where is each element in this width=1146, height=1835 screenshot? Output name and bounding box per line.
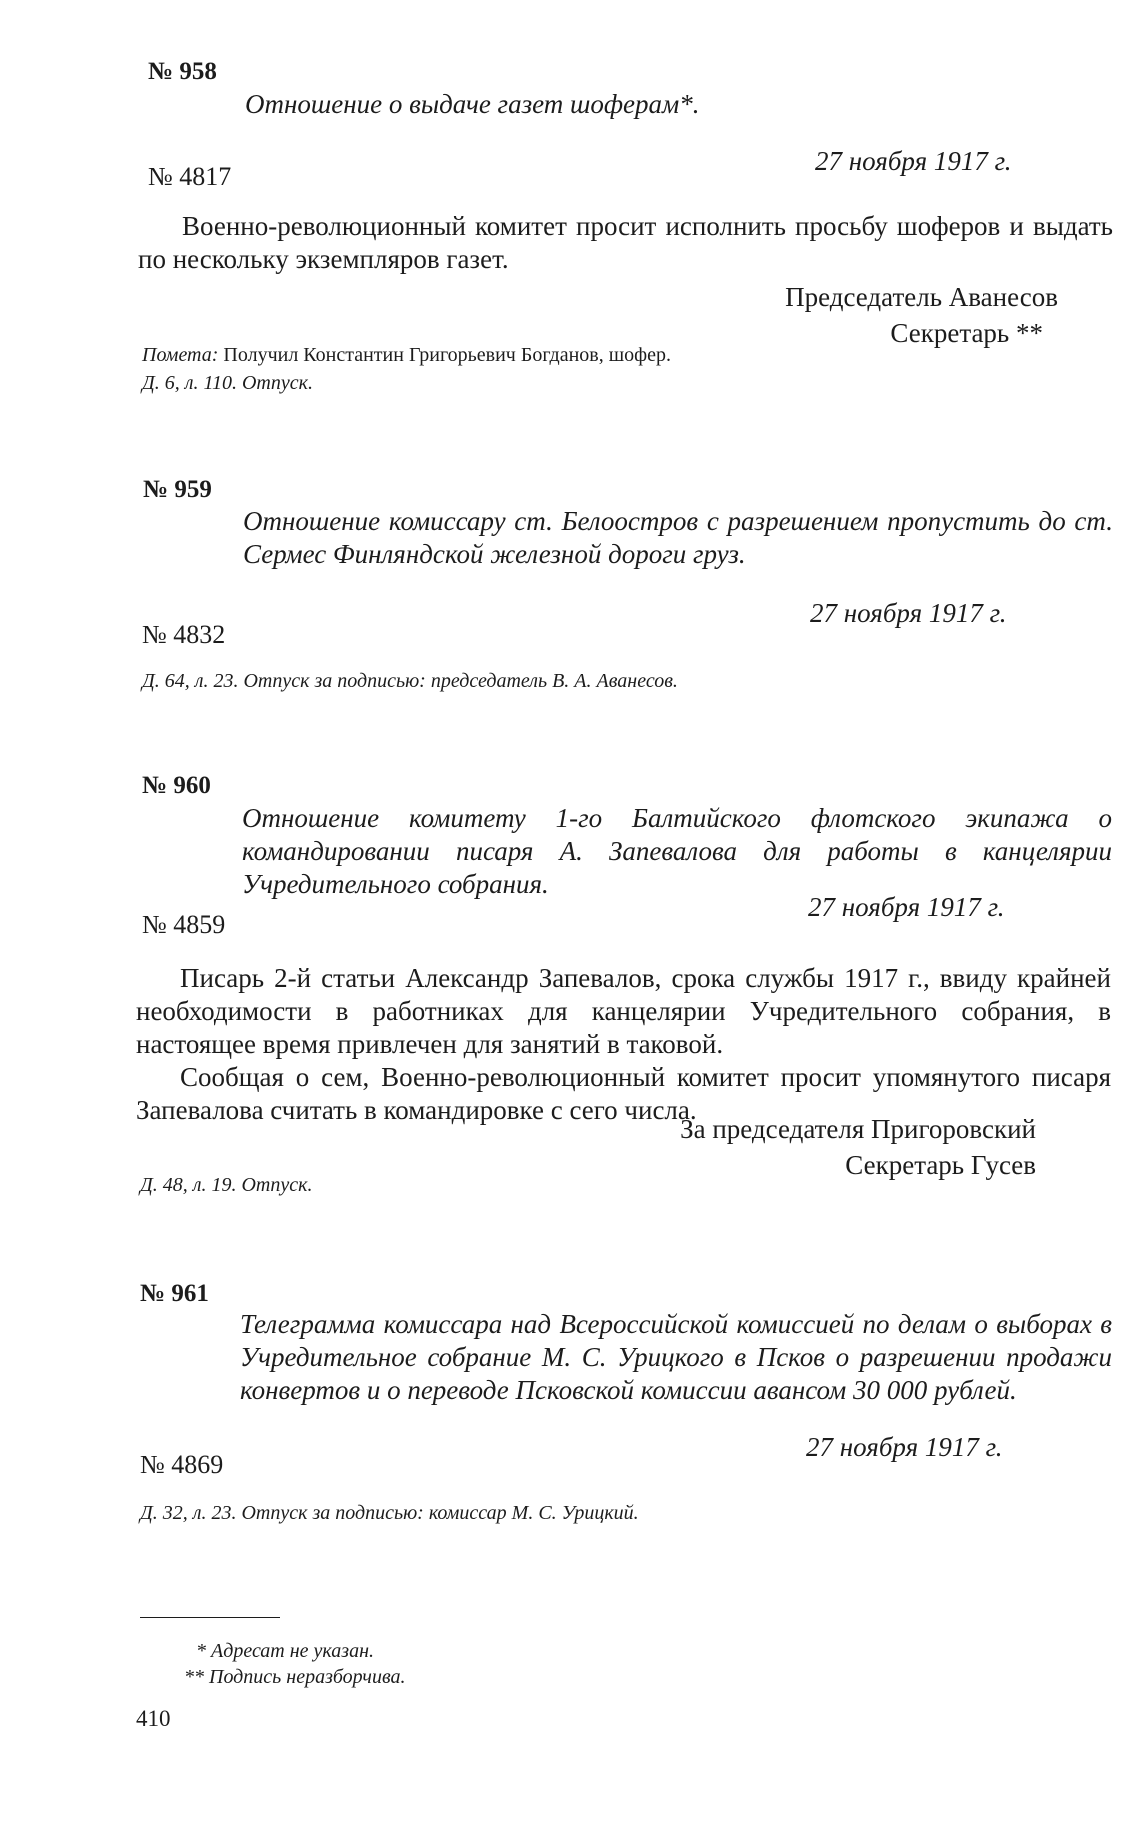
doc-960-title: Отношение комитету 1-го Балтийского флотского экипажа о командировании писаря А. Запевалова для работы в канцелярии Учредительного собрания. xyxy=(242,803,1112,899)
doc-960-paragraph-1: Писарь 2-й статьи Александр Запевалов, срока службы 1917 г., ввиду крайней необходимости в работниках для канцелярии Учредительного собрания, в настоящее время привлечен для занятий в таковой. xyxy=(136,963,1111,1059)
doc-961-title: Телеграмма комиссара над Всероссийской комиссией по делам о выборах в Учредительное собрание М. С. Урицкого в Псков о разрешении продажи конвертов и о переводе Псковской комиссии авансом 30 000 рублей. xyxy=(240,1309,1112,1405)
doc-961-date: 27 ноября 1917 г. xyxy=(806,1432,1003,1462)
doc-958-signature-secretary: Секретарь ** xyxy=(890,318,1043,348)
doc-959-date: 27 ноября 1917 г. xyxy=(810,598,1007,628)
doc-960-date: 27 ноября 1917 г. xyxy=(808,892,1005,922)
doc-960-source: Д. 48, л. 19. Отпуск. xyxy=(140,1174,313,1196)
doc-959-reg-number: № 4832 xyxy=(142,620,226,649)
doc-961-number: № 961 xyxy=(140,1280,209,1307)
doc-959-source: Д. 64, л. 23. Отпуск за подписью: председатель В. А. Аванесов. xyxy=(142,670,678,692)
doc-960-paragraph-2: Сообщая о сем, Военно-революционный комитет просит упомянутого писаря Запевалова считать в командировке с сего числа. xyxy=(136,1062,1111,1125)
doc-960-number: № 960 xyxy=(142,772,211,799)
doc-958-paragraph: Военно-революционный комитет просит исполнить просьбу шоферов и выдать по нескольку экземпляров газет. xyxy=(138,211,1113,274)
doc-958-reg-number: № 4817 xyxy=(148,162,232,191)
footnote-1: * Адресат не указан. xyxy=(196,1640,375,1662)
doc-961-source: Д. 32, л. 23. Отпуск за подписью: комиссар М. С. Урицкий. xyxy=(140,1502,639,1524)
page-number: 410 xyxy=(136,1706,171,1731)
doc-958-note xyxy=(142,342,942,368)
doc-960-body xyxy=(136,962,1111,1127)
doc-958-body xyxy=(138,210,1113,276)
doc-959-title: Отношение комиссару ст. Белоостров с разрешением пропустить до ст. Сермес Финляндской железной дороги груз. xyxy=(243,506,1113,569)
doc-958-note-label: Помета: xyxy=(142,344,219,366)
doc-959-number: № 959 xyxy=(143,476,212,503)
doc-960-signature-secretary: Секретарь Гусев xyxy=(845,1150,1036,1180)
footnote-2: ** Подпись неразборчива. xyxy=(184,1666,406,1688)
doc-958-title: Отношение о выдаче газет шоферам*. xyxy=(245,89,700,119)
doc-958-signature-chair: Председатель Аванесов xyxy=(785,282,1058,312)
doc-960-reg-number: № 4859 xyxy=(142,910,226,939)
doc-961-reg-number: № 4869 xyxy=(140,1450,224,1479)
footnote-separator xyxy=(140,1617,280,1618)
doc-958-date: 27 ноября 1917 г. xyxy=(815,146,1012,176)
doc-958-source: Д. 6, л. 110. Отпуск. xyxy=(142,372,313,394)
doc-958-number: № 958 xyxy=(148,58,217,85)
doc-958-note-text: Получил Константин Григорьевич Богданов, шофер. xyxy=(218,344,671,366)
doc-960-signature-chair: За председателя Пригоровский xyxy=(680,1114,1036,1144)
